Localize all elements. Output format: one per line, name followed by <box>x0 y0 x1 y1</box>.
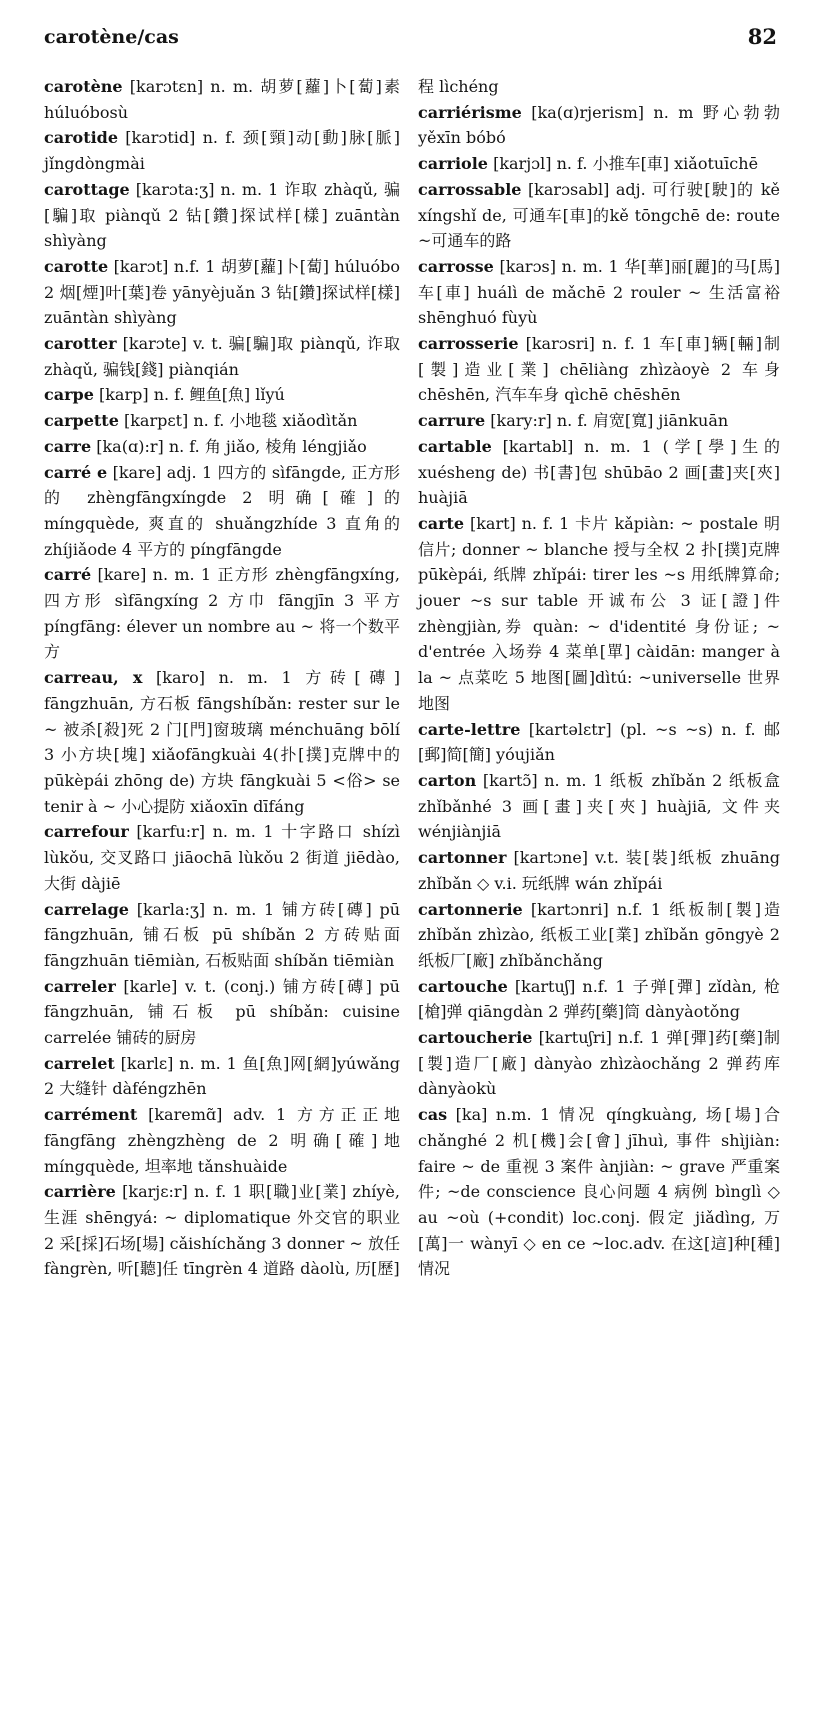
dictionary-entry <box>44 819 400 896</box>
definition: [kartabl] n. m. 1 (学[學]生的 xuésheng de) 书[書]包 shūbāo 2 画[畫]夹[夾] huàjiā <box>418 436 780 508</box>
dictionary-entry <box>44 1102 400 1179</box>
headword: carrelet <box>44 1053 115 1073</box>
left-column <box>44 74 400 1282</box>
headword: carriole <box>418 154 488 174</box>
headword: carré e <box>44 462 108 482</box>
headword: carreler <box>44 976 116 996</box>
dictionary-entry <box>44 434 400 460</box>
headword: carriérisme <box>418 102 522 122</box>
definition: [karɔsri] n. f. 1 车[車]辆[輛]制[製]造业[業] chēliàng zhìzàoyè 2 车身 chēshēn, 汽车车身 qìchē chēshēn <box>418 334 780 405</box>
dictionary-entry <box>418 845 780 896</box>
definition: [kartɔ̃] n. m. 1 纸板 zhǐbǎn 2 纸板盒 zhǐbǎnhé 3 画[畫]夹[夾] huàjiā, 文件夹 wénjiànjiā <box>418 770 780 842</box>
headword: carton <box>418 770 477 790</box>
headword: cas <box>418 1105 448 1125</box>
headword: carte <box>418 513 465 533</box>
definition: [kartuʃ] n.f. 1 子弹[彈] zǐdàn, 枪[槍]弹 qiāngdàn 2 弹药[藥]筒 dànyàotǒng <box>418 976 780 1022</box>
dictionary-entry <box>44 177 400 254</box>
definition: [kartuʃri] n.f. 1 弹[彈]药[藥]制[製]造厂[廠] dànyào zhìzàochǎng 2 弹药库 dànyàokù <box>418 1028 780 1099</box>
definition: [karo] n. m. 1 方砖[磚] fāngzhuān, 方石板 fāngshíbǎn: rester sur le ~ 被杀[殺]死 2 门[門]窗玻璃 ménchuāng bōlí 3 小方块[塊] xiǎofāngkuài 4(扑[撲]克牌中的 pūkèpái zhōng de) 方块 fāngkuài 5 <俗> se tenir à ~ 小心提防 xiǎoxīn dīfáng <box>44 668 400 816</box>
headword: carotide <box>44 128 119 148</box>
definition: [kartəlɛtr] (pl. ~s ~s) n. f. 邮[郵]简[簡] yóujiǎn <box>418 719 780 765</box>
dictionary-entry <box>44 382 400 408</box>
definition: [karɔtɛn] n. m. 胡萝[蘿]卜[蔔]素 húluóbosù <box>44 77 400 122</box>
running-head-range: carotène/cas <box>44 26 179 48</box>
dictionary-entry <box>44 665 400 819</box>
dictionary-entry <box>418 974 780 1025</box>
definition: [karfu:r] n. m. 1 十字路口 shízì lùkǒu, 交叉路口 jiāochā lùkǒu 2 街道 jiēdào, 大街 dàjiē <box>44 822 400 893</box>
dictionary-entry <box>418 1025 780 1102</box>
dictionary-entry <box>418 177 780 254</box>
definition: [ka] n.m. 1 情况 qíngkuàng, 场[場]合 chǎnghé 2 机[機]会[會] jīhuì, 事件 shìjiàn: faire ~ de 重视 3 案件 ànjiàn: ~ grave 严重案件; ~de conscience 良心问题 4 病例 bìnglì ◇ au ~où (+condit) loc.conj. 假定 jiǎdìng, 万[萬]一 wànyī ◇ en ce ~loc.adv. 在这[這]种[種]情况 <box>418 1105 780 1279</box>
dictionary-entry <box>418 254 780 331</box>
dictionary-entry <box>44 408 400 434</box>
dictionary-entry <box>44 331 400 382</box>
dictionary-entry <box>418 1102 780 1282</box>
headword: carreau, x <box>44 668 143 688</box>
headword: carrossable <box>418 179 522 199</box>
definition: [ka(ɑ)rjerism] n. m 野心勃勃 yěxīn bóbó <box>418 102 780 148</box>
dictionary-entry <box>44 974 400 1051</box>
definition: [karɔtid] n. f. 颈[頸]动[動]脉[脈] jǐngdòngmài <box>44 128 400 174</box>
headword: carrelage <box>44 899 129 919</box>
headword: carrosserie <box>418 334 519 354</box>
definition: [karɔs] n. m. 1 华[華]丽[麗]的马[馬]车[車] huálì de mǎchē 2 rouler ~ 生活富裕 shēnghuó fùyù <box>418 256 780 328</box>
dictionary-entry <box>418 331 780 408</box>
dictionary-entry <box>418 768 780 845</box>
definition: [kare] n. m. 1 正方形 zhèngfāngxíng, 四方形 sìfāngxíng 2 方巾 fāngjīn 3 平方 píngfāng: élever un nombre au ~ 将一个数平方 <box>44 565 400 662</box>
definition: [karla:ʒ] n. m. 1 铺方砖[磚] pū fāngzhuān, 铺石板 pū shíbǎn 2 方砖贴面 fāngzhuān tiēmiàn, 石板贴面 shíbǎn tiēmiàn <box>44 899 400 970</box>
headword: cartoucherie <box>418 1028 533 1048</box>
headword: cartonner <box>418 848 507 868</box>
dictionary-entry <box>44 460 400 563</box>
definition: [kartɔne] v.t. 装[裝]纸板 zhuāng zhǐbǎn ◇ v.i. 玩纸牌 wán zhǐpái <box>418 848 780 893</box>
definition: [kary:r] n. f. 肩宽[寬] jiānkuān <box>485 411 729 431</box>
dictionary-entry <box>418 511 780 717</box>
dictionary-entry <box>418 717 780 768</box>
headword: carrefour <box>44 822 129 842</box>
headword: carrure <box>418 411 486 431</box>
headword: carotte <box>44 256 109 276</box>
page-number: 82 <box>747 24 777 49</box>
headword: cartouche <box>418 976 508 996</box>
headword: carotter <box>44 334 117 354</box>
definition: [karɔta:ʒ] n. m. 1 诈取 zhàqǔ, 骗[騙]取 piànqǔ 2 钻[鑽]探试样[樣] zuāntàn shìyàng <box>44 179 400 251</box>
dictionary-entry <box>418 74 780 100</box>
definition: [karpɛt] n. f. 小地毯 xiǎodìtǎn <box>118 411 358 431</box>
dictionary-entry <box>44 254 400 331</box>
dictionary-entry <box>418 151 780 177</box>
headword: carrière <box>44 1182 116 1202</box>
definition: [karp] n. f. 鲤鱼[魚] lǐyú <box>93 385 285 405</box>
definition: [karemɑ̃] adv. 1 方方正正地 fāngfāng zhèngzhèng de 2 明确[確]地 míngquède, 坦率地 tǎnshuàide <box>44 1105 400 1176</box>
dictionary-entry <box>44 1051 400 1102</box>
headword: carotène <box>44 77 123 96</box>
definition: [karɔsabl] adj. 可行驶[駛]的 kě xíngshǐ de, 可通车[車]的kě tōngchē de: route ~可通车的路 <box>418 179 780 251</box>
headword: carre <box>44 436 92 456</box>
dictionary-entry <box>418 408 780 434</box>
headword: carpe <box>44 385 94 405</box>
dictionary-entry <box>44 1179 400 1282</box>
definition: [kart] n. f. 1 卡片 kǎpiàn: ~ postale 明信片; donner ~ blanche 授与全权 2 扑[撲]克牌 pūkèpái, 纸牌 zhǐpái: tirer les ~s 用纸牌算命; jouer ~s sur table 开诚布公 3 证[證]件 zhèngjiàn,券 quàn: ~ d'identité 身份证; ~ d'entrée 入场券 4 菜单[單] càidān: manger à la ~ 点菜吃 5 地图[圖]dìtú: ~universelle 世界地图 <box>418 513 780 713</box>
headword: carrément <box>44 1105 138 1125</box>
definition: [kartɔnri] n.f. 1 纸板制[製]造 zhǐbǎn zhìzào, 纸板工业[業] zhǐbǎn gōngyè 2 纸板厂[廠] zhǐbǎnchǎng <box>418 899 780 970</box>
dictionary-entry <box>418 897 780 974</box>
definition: 程 lìchéng <box>418 77 499 96</box>
headword: cartable <box>418 436 492 456</box>
definition: [karlɛ] n. m. 1 鱼[魚]网[網]yúwǎng 2 大缝针 dàféngzhēn <box>44 1053 400 1099</box>
headword: carpette <box>44 411 119 431</box>
headword: carrosse <box>418 256 494 276</box>
dictionary-entry <box>44 562 400 665</box>
definition: [karjɛ:r] n. f. 1 职[職]业[業] zhíyè, 生涯 shēngyá: ~ diplomatique 外交官的职业 2 采[採]石场[場] cǎishíchǎng 3 donner ~ 放任 fàngrèn, 听[聽]任 tīngrèn 4 道路 dàolù, 历[歷] <box>44 1182 400 1279</box>
headword: cartonnerie <box>418 899 523 919</box>
dictionary-entry <box>418 434 780 511</box>
dictionary-entry <box>44 125 400 176</box>
definition: [karjɔl] n. f. 小推车[車] xiǎotuīchē <box>487 154 759 174</box>
definition: [karɔte] v. t. 骗[騙]取 piànqǔ, 诈取 zhàqǔ, 骗钱[錢] piànqián <box>44 334 400 379</box>
dictionary-entry <box>44 74 400 125</box>
definition: [ka(ɑ):r] n. f. 角 jiǎo, 棱角 léngjiǎo <box>91 436 367 456</box>
right-column <box>418 74 780 1282</box>
definition: [karle] v. t. (conj.) 铺方砖[磚] pū fāngzhuān, 铺石板 pū shíbǎn: cuisine carrelée 铺砖的厨房 <box>44 976 400 1048</box>
headword: carré <box>44 565 92 585</box>
definition: [karɔt] n.f. 1 胡萝[蘿]卜[蔔] húluóbo 2 烟[煙]叶[葉]卷 yānyèjuǎn 3 钻[鑽]探试样[樣] zuāntàn shìyàng <box>44 256 400 328</box>
headword: carte-lettre <box>418 719 521 739</box>
headword: carottage <box>44 179 130 199</box>
dictionary-entry <box>418 100 780 151</box>
definition: [kare] adj. 1 四方的 sìfāngde, 正方形的 zhèngfāngxíngde 2 明确[確]的 míngquède, 爽直的 shuǎngzhíde 3 直角的 zhíjiǎode 4 平方的 píngfāngde <box>44 462 400 559</box>
dictionary-entry <box>44 897 400 974</box>
